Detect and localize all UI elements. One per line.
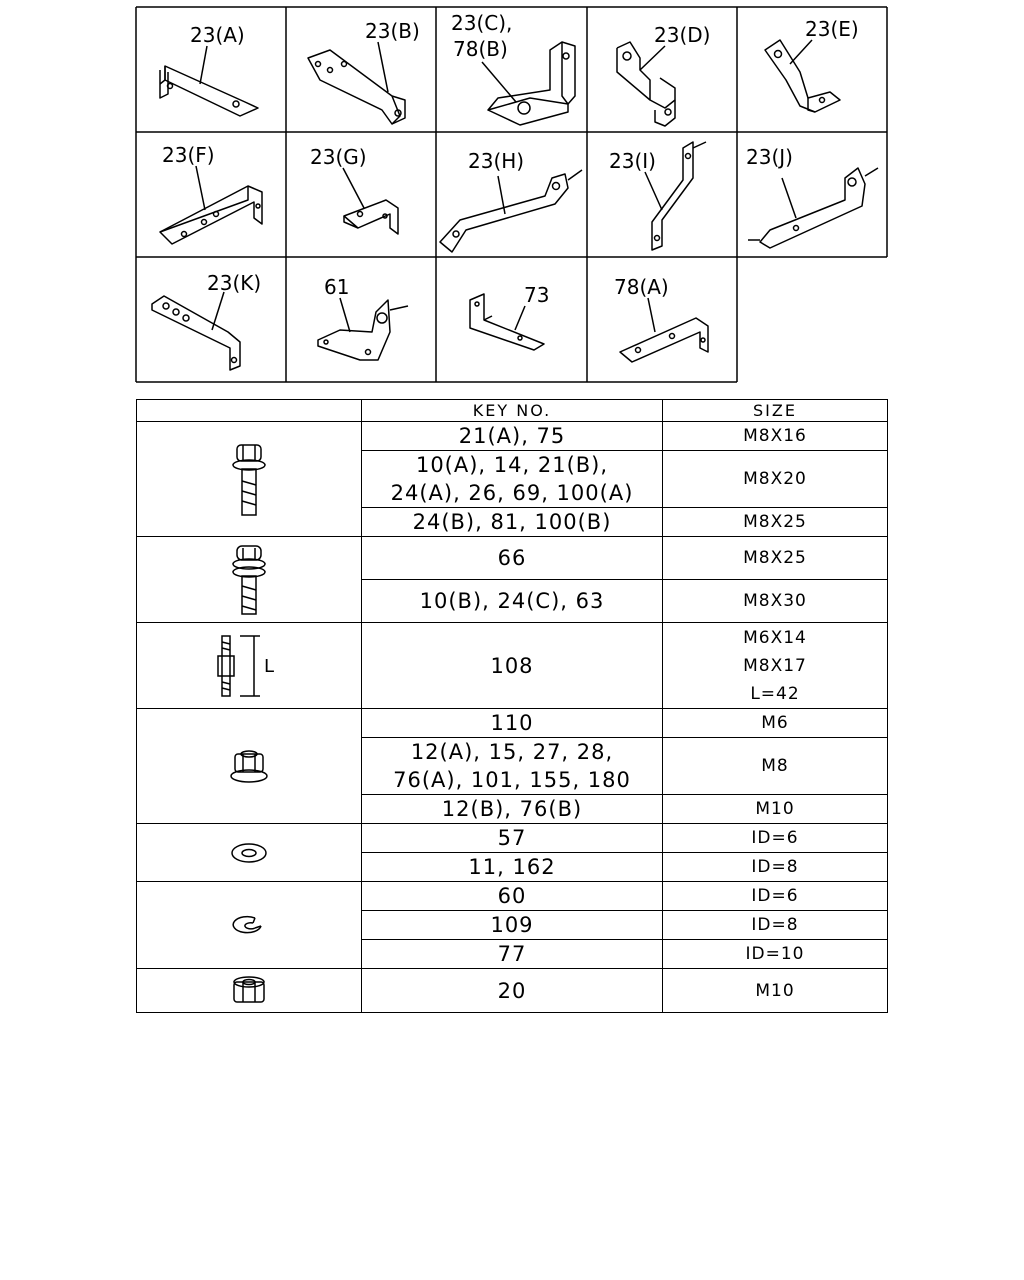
- flange-bolt-icon: [137, 422, 362, 537]
- key-cell: 108: [362, 623, 663, 709]
- label-23j: 23(J): [746, 145, 793, 169]
- bracket-61: [318, 275, 408, 360]
- size-cell: ID=8: [663, 853, 888, 882]
- key-cell: 20: [362, 969, 663, 1013]
- flat-washer-icon: [137, 824, 362, 882]
- size-cell: M10: [663, 969, 888, 1013]
- size-cell: M6: [663, 709, 888, 738]
- label-73: 73: [524, 283, 550, 307]
- label-23a: 23(A): [190, 23, 245, 47]
- size-cell: M8X25: [663, 508, 888, 537]
- key-cell: 77: [362, 940, 663, 969]
- label-78a: 78(A): [614, 275, 669, 299]
- spring-washer-icon: [137, 882, 362, 969]
- size-cell: ID=10: [663, 940, 888, 969]
- key-cell: 60: [362, 882, 663, 911]
- bracket-illustration-grid: [0, 0, 1024, 400]
- label-23c: 23(C),: [451, 11, 513, 35]
- bracket-23e: [765, 17, 859, 112]
- bracket-23j: [746, 145, 878, 248]
- hex-nut-icon: [137, 969, 362, 1013]
- label-23i: 23(I): [609, 149, 656, 173]
- dimension-label-l: L: [264, 655, 275, 677]
- label-23e: 23(E): [805, 17, 859, 41]
- key-cell: 110: [362, 709, 663, 738]
- label-61: 61: [324, 275, 350, 299]
- table-row: [137, 537, 888, 580]
- label-23f: 23(F): [162, 143, 215, 167]
- label-23h: 23(H): [468, 149, 525, 173]
- key-cell: 66: [362, 537, 663, 580]
- header-size: SIZE: [663, 400, 888, 422]
- key-cell: 12(A), 15, 27, 28, 76(A), 101, 155, 180: [362, 738, 663, 795]
- table-row: [137, 824, 888, 853]
- table-row: [137, 969, 888, 1013]
- bracket-73: [470, 283, 549, 350]
- size-cell: ID=8: [663, 911, 888, 940]
- label-23g: 23(G): [310, 145, 367, 169]
- key-cell: 11, 162: [362, 853, 663, 882]
- size-cell: M8X20: [663, 451, 888, 508]
- header-icon: [137, 400, 362, 422]
- table-row: [137, 709, 888, 738]
- key-cell: 109: [362, 911, 663, 940]
- bracket-23c-78b: [451, 11, 575, 125]
- size-cell: ID=6: [663, 824, 888, 853]
- size-cell: M8X25: [663, 537, 888, 580]
- bracket-23d: [617, 23, 710, 126]
- bracket-23h: [440, 149, 582, 252]
- bracket-23a: [160, 23, 258, 116]
- size-cell: ID=6: [663, 882, 888, 911]
- bracket-23f: [160, 143, 262, 244]
- key-cell: 10(A), 14, 21(B), 24(A), 26, 69, 100(A): [362, 451, 663, 508]
- size-cell: M6X14 M8X17 L=42: [663, 623, 888, 709]
- label-23b: 23(B): [365, 19, 420, 43]
- size-cell: M8X30: [663, 580, 888, 623]
- key-cell: 21(A), 75: [362, 422, 663, 451]
- label-78b: 78(B): [453, 37, 508, 61]
- bracket-23i: [609, 142, 706, 250]
- size-cell: M10: [663, 795, 888, 824]
- flange-nut-icon: [137, 709, 362, 824]
- fastener-table: [136, 399, 888, 1013]
- size-cell: M8: [663, 738, 888, 795]
- key-cell: 12(B), 76(B): [362, 795, 663, 824]
- key-cell: 10(B), 24(C), 63: [362, 580, 663, 623]
- header-key-no: KEY NO.: [362, 400, 663, 422]
- size-cell: M8X16: [663, 422, 888, 451]
- table-row: [137, 623, 888, 709]
- label-23k: 23(K): [207, 271, 262, 295]
- bracket-23b: [308, 19, 420, 124]
- stud-bolt-icon: [137, 623, 362, 709]
- table-row: [137, 422, 888, 451]
- table-row: [137, 882, 888, 911]
- key-cell: 57: [362, 824, 663, 853]
- table-header-row: [137, 400, 888, 422]
- bracket-23g: [310, 145, 398, 234]
- bracket-78a: [614, 275, 708, 362]
- key-cell: 24(B), 81, 100(B): [362, 508, 663, 537]
- label-23d: 23(D): [654, 23, 711, 47]
- bracket-23k: [152, 271, 261, 370]
- washer-bolt-icon: [137, 537, 362, 623]
